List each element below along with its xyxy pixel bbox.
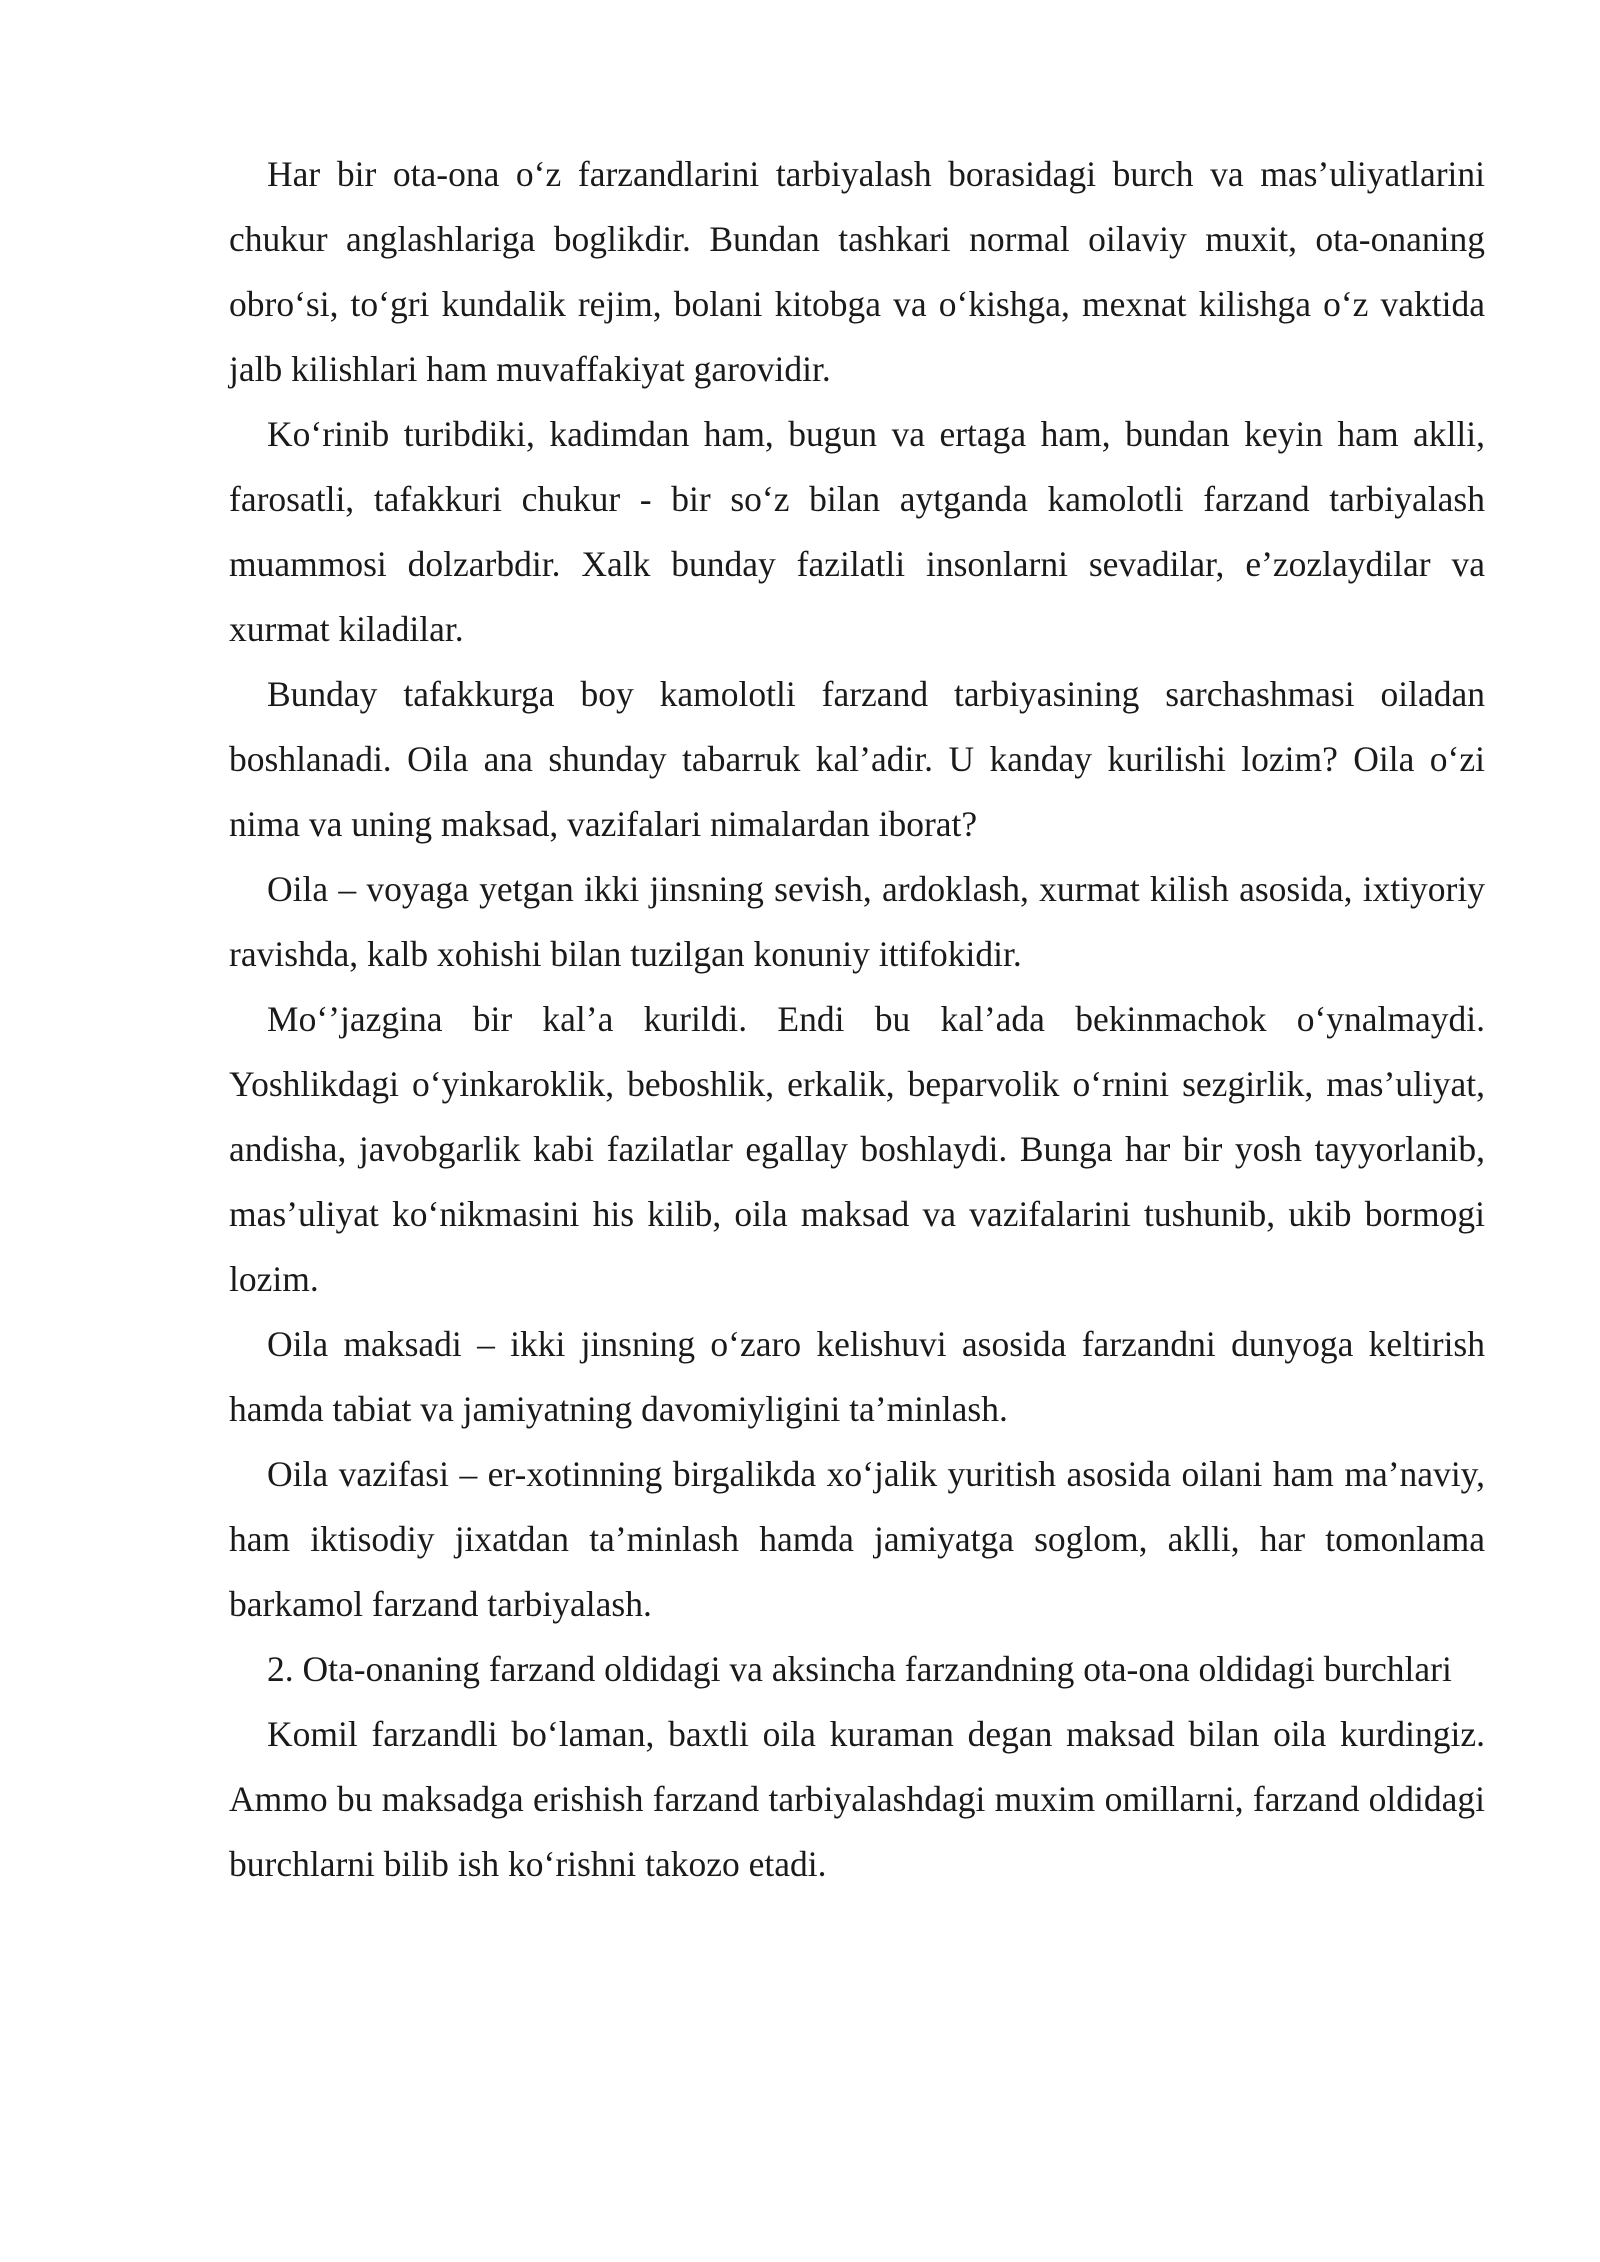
paragraph: Bunday tafakkurga boy kamolotli farzand tarbiyasining sarchashmasi oiladan boshlanadi. Oila ana shunday tabarruk kal’adir. U kanday kurilishi lozim? Oila o‘zi nima va uning maksad, vazifalari nimalardan iborat? [229, 674, 1485, 844]
paragraph: Har bir ota-ona o‘z farzandlarini tarbiyalash borasidagi burch va mas’uliyatlarini chukur anglashlariga boglikdir. Bundan tashkari normal oilaviy muxit, ota-onaning obro‘si, to‘gri kundalik rejim, bolani kitobga va o‘kishga, mexnat kilishga o‘z vaktida jalb kilishlari ham muvaffakiyat garovidir. [229, 154, 1485, 389]
paragraph: Oila maksadi – ikki jinsning o‘zaro kelishuvi asosida farzandni dunyoga keltirish hamda tabiat va jamiyatning davomiyligini ta’minlash. [229, 1324, 1485, 1429]
document-body [229, 142, 1485, 1897]
paragraph: Komil farzandli bo‘laman, baxtli oila kuraman degan maksad bilan oila kurdingiz. Ammo bu maksadga erishish farzand tarbiyalashdagi muxim omillarni, farzand oldidagi burchlarni bilib ish ko‘rishni takozo etadi. [229, 1714, 1485, 1884]
paragraph: Oila – voyaga yetgan ikki jinsning sevish, ardoklash, xurmat kilish asosida, ixtiyoriy ravishda, kalb xohishi bilan tuzilgan konuniy ittifokidir. [229, 869, 1485, 974]
paragraph: Oila vazifasi – er-xotinning birgalikda xo‘jalik yuritish asosida oilani ham ma’naviy, ham iktisodiy jixatdan ta’minlash hamda jamiyatga soglom, aklli, har tomonlama barkamol farzand tarbiyalash. [229, 1454, 1485, 1624]
paragraph: Mo‘’jazgina bir kal’a kurildi. Endi bu kal’ada bekinmachok o‘ynalmaydi. Yoshlikdagi o‘yinkaroklik, beboshlik, erkalik, beparvolik o‘rnini sezgirlik, mas’uliyat, andisha, javobgarlik kabi fazilatlar egallay boshlaydi. Bunga har bir yosh tayyorlanib, mas’uliyat ko‘nikmasini his kilib, oila maksad va vazifalarini tushunib, ukib bormogi lozim. [229, 999, 1485, 1299]
section-heading: 2. Ota-onaning farzand oldidagi va aksincha farzandning ota-ona oldidagi burchlari [267, 1649, 1452, 1689]
paragraph: Ko‘rinib turibdiki, kadimdan ham, bugun va ertaga ham, bundan keyin ham aklli, farosatli, tafakkuri chukur - bir so‘z bilan aytganda kamolotli farzand tarbiyalash muammosi dolzarbdir. Xalk bunday fazilatli insonlarni sevadilar, e’zozlaydilar va xurmat kiladilar. [229, 414, 1485, 649]
